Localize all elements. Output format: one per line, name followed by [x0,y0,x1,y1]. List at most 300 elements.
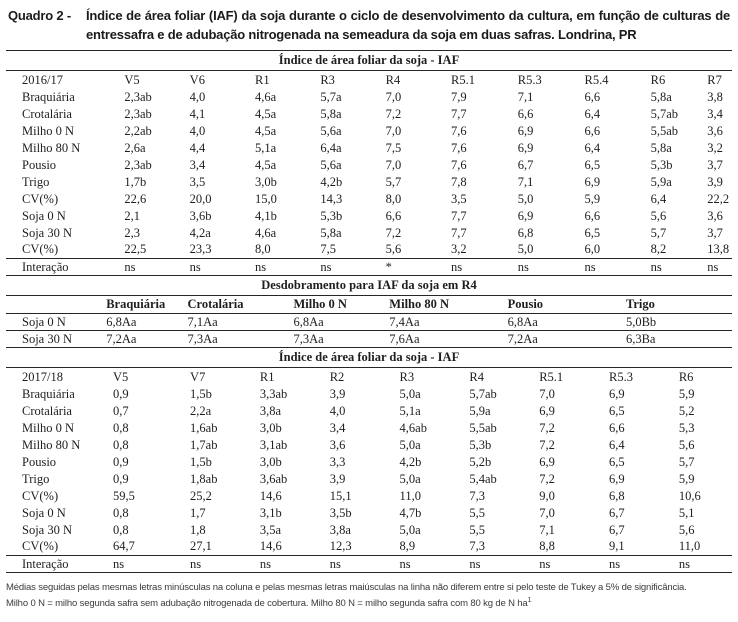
value-cell: 7,0 [385,157,402,172]
value-cell: 5,9 [678,471,695,486]
row-label: Trigo [22,174,50,189]
value-cell: ns [451,258,518,275]
table-row [6,504,732,521]
value-cell: 25,2 [190,488,212,503]
value-cell: 6,9 [539,403,555,418]
value-cell: 4,2a [189,225,211,240]
table-row [6,88,732,105]
value-cell: 8,8 [539,539,555,554]
section-title-desdobramento-r4: Desdobramento para IAF da soja em R4 [6,275,732,296]
value-cell: 6,8Aa [508,313,626,330]
row-label: Soja 0 N [22,208,66,223]
value-cell: 2,2a [190,403,212,418]
value-cell: 2,6a [124,140,146,155]
value-cell: 7,0 [539,505,555,520]
value-cell: 0,8 [112,505,129,520]
value-cell: 5,7 [650,225,667,240]
table-row [6,453,732,470]
column-header: Crotalária [187,296,293,313]
value-cell: 7,3Aa [187,331,218,346]
value-cell: ns [190,258,255,275]
value-cell: 3,7 [707,225,723,240]
value-cell: 5,5ab [469,420,497,435]
value-cell: 5,3 [678,420,695,435]
value-cell: 2,1 [124,208,140,223]
value-cell: 5,6 [678,522,695,537]
table-caption [8,6,730,44]
value-cell: 0,9 [112,471,129,486]
value-cell: 4,1b [255,208,277,223]
value-cell: 7,2Aa [507,331,538,346]
value-cell: 2,3 [124,225,140,240]
value-cell: 6,9 [517,123,534,138]
table-row [6,385,732,402]
value-cell: 7,1Aa [187,313,293,330]
value-cell: 6,9 [609,386,625,401]
column-header: Milho 0 N [293,296,389,313]
column-header: R5.1 [539,369,564,384]
row-label: Crotalária [22,403,72,418]
value-cell: 3,0b [259,454,282,469]
value-cell: 7,8 [450,174,467,189]
value-cell: ns [400,555,470,572]
value-cell: 3,4 [707,106,723,121]
section-title-iaf-2017-18: Índice de área foliar da soja - IAF [6,347,732,368]
table-row [6,105,732,122]
value-cell: 7,2Aa [106,331,137,346]
row-label: Soja 30 N [22,225,72,240]
value-cell: 6,5 [584,157,601,172]
value-cell: 6,5 [584,225,601,240]
column-header: R7 [707,72,722,87]
column-header: V5 [124,72,140,87]
value-cell: 6,9 [539,454,555,469]
value-cell: 3,3ab [259,386,288,401]
value-cell: ns [679,555,732,572]
value-cell: 6,4 [584,140,601,155]
footnote-line-2: Milho 0 N = milho segunda safra sem adubação nitrogenada de cobertura. Milho 80 N = milho segunda safra com 80 kg de N $ha^1$ [6,596,532,609]
value-cell: 6,5 [609,454,625,469]
value-cell: 3,6 [329,437,346,452]
value-cell: 5,8a [650,89,672,104]
value-cell: 5,0a [399,471,421,486]
column-header: V6 [189,72,205,87]
value-cell: 3,8 [707,89,723,104]
value-cell: 1,5b [190,386,212,401]
column-header: R3 [320,72,335,87]
value-cell: 5,7ab [469,386,497,401]
value-cell: 64,7 [112,539,135,554]
value-cell: 3,6ab [259,471,288,486]
value-cell: ns [320,258,385,275]
value-cell: 4,6a [255,225,277,240]
value-cell: 5,1 [678,505,695,520]
value-cell: 5,7a [320,89,342,104]
value-cell: 8,9 [399,539,416,554]
value-cell: 5,0a [399,522,421,537]
value-cell: 8,0 [255,242,271,257]
column-header: 2016/17 [22,72,63,87]
column-header: V7 [190,369,206,384]
value-cell: 5,0 [517,191,534,206]
data-table-iaf-2017-18 [6,368,732,573]
table-row [6,313,732,330]
value-cell: 5,7ab [650,106,679,121]
value-cell: 5,2b [469,454,492,469]
section-iaf-2017-18 [6,347,732,573]
value-cell: 13,8 [707,242,730,257]
value-cell: 6,7 [517,157,534,172]
column-header: 2017/18 [22,369,63,384]
value-cell: 1,6ab [190,420,218,435]
value-cell: 4,0 [189,123,206,138]
value-cell: 3,1b [259,505,282,520]
value-cell: 6,4a [320,140,342,155]
value-cell: 7,6 [450,157,467,172]
value-cell: 4,5a [255,106,277,121]
row-label: CV(%) [22,242,59,257]
value-cell: 3,2 [450,242,467,257]
column-header: R3 [399,369,415,384]
value-cell: 3,4 [329,420,346,435]
value-cell: 6,6 [517,106,534,121]
column-header: V5 [112,369,129,384]
column-header: R6 [678,369,694,384]
value-cell: 14,6 [259,488,282,503]
value-cell: 5,5 [469,522,485,537]
value-cell: 3,4 [189,157,206,172]
value-cell: 6,6 [609,420,625,435]
table-row [6,122,732,139]
value-cell: 7,5 [320,242,336,257]
value-cell: 7,7 [450,208,467,223]
value-cell: 6,5 [609,403,625,418]
value-cell: 6,8 [609,488,625,503]
value-cell: 7,3 [469,488,485,503]
value-cell: 4,4 [189,140,206,155]
column-header: Milho 80 N [389,296,507,313]
value-cell: 2,3ab [124,106,152,121]
column-header: R4 [469,369,484,384]
value-cell: 6,8Aa [293,313,389,330]
value-cell: 6,4 [584,106,601,121]
value-cell: 5,0Bb [626,313,732,330]
value-cell: 5,8a [320,225,342,240]
value-cell: 4,2b [399,454,422,469]
table-row [6,436,732,453]
value-cell: 4,6a [255,89,277,104]
row-label: Pousio [22,454,57,469]
value-cell: 0,8 [112,437,129,452]
value-cell: 7,2 [539,420,555,435]
value-cell: 7,0 [385,89,402,104]
column-header: R1 [259,369,275,384]
value-cell: 4,0 [329,403,346,418]
value-cell: ns [190,555,260,572]
value-cell: 11,0 [678,539,701,554]
value-cell: 1,7 [190,505,206,520]
value-cell: 6,8Aa [106,313,187,330]
row-label: Crotalária [22,106,72,121]
row-label: Soja 30 N [22,522,72,537]
value-cell: 3,1ab [259,437,288,452]
column-header: R4 [385,72,401,87]
value-cell: 0,9 [112,454,129,469]
value-cell: 11,0 [399,488,421,503]
value-cell: 4,7b [399,505,422,520]
value-cell: 0,9 [112,386,129,401]
value-cell: ns [330,555,400,572]
table-row [6,156,732,173]
value-cell: 5,1a [399,403,421,418]
row-label: Soja 0 N [6,313,106,330]
value-cell: 5,8a [320,106,342,121]
value-cell: 5,7 [678,454,695,469]
value-cell: 5,1a [255,140,277,155]
value-cell: 3,9 [707,174,723,189]
table-row [6,207,732,224]
value-cell: 9,1 [609,539,625,554]
value-cell: 3,8a [259,403,282,418]
column-header [6,296,106,313]
value-cell: 12,3 [329,539,352,554]
value-cell: 5,3b [320,208,343,223]
value-cell: 4,1 [189,106,206,121]
value-cell: 6,4 [650,191,667,206]
value-cell: 6,7 [609,522,625,537]
value-cell: 6,6 [584,123,601,138]
header-row [6,368,732,385]
value-cell: 7,6Aa [389,331,420,346]
table-footnote [6,581,732,610]
value-cell: 14,6 [259,539,282,554]
value-cell: 6,9 [584,174,601,189]
table-row [6,538,732,555]
value-cell: 3,7 [707,157,723,172]
value-cell: 3,9 [329,386,346,401]
row-label: CV(%) [22,191,59,206]
column-header: R5.3 [517,72,542,87]
superscript-1: 1 [527,596,532,604]
value-cell: 4,6ab [399,420,427,435]
row-label: Soja 0 N [22,505,66,520]
header-row [6,296,732,313]
value-cell: 6,0 [584,242,601,257]
table-row [6,190,732,207]
row-label: Braquiária [22,386,75,401]
value-cell: 5,9 [678,386,695,401]
value-cell: 1,8ab [190,471,218,486]
value-cell: 15,1 [329,488,352,503]
value-cell: 5,6a [320,157,342,172]
row-label: Milho 80 N [22,140,81,155]
value-cell: 0,8 [112,522,129,537]
value-cell: 2,2ab [124,123,152,138]
value-cell: 7,4Aa [389,313,507,330]
value-cell: 59,5 [112,488,135,503]
value-cell: 3,3 [329,454,346,469]
column-header: R1 [255,72,270,87]
column-header: Trigo [626,296,732,313]
value-cell: 22,5 [124,242,147,257]
value-cell: 4,5a [255,157,277,172]
table-row [6,330,732,347]
value-cell: 5,5ab [650,123,679,138]
value-cell: 27,1 [190,539,212,554]
value-cell: ns [469,555,539,572]
value-cell: 3,8a [329,522,351,537]
value-cell: ns [651,258,708,275]
value-cell: 5,0 [517,242,534,257]
column-header: Pousio [508,296,626,313]
value-cell: 6,9 [609,471,625,486]
value-cell: 14,3 [320,191,343,206]
value-cell: 6,9 [517,140,534,155]
section-iaf-2016-17 [6,50,732,275]
table-row [6,487,732,504]
value-cell: 5,0a [399,386,421,401]
value-cell: 7,2 [385,225,402,240]
value-cell: 7,1 [517,174,534,189]
value-cell: 3,5 [450,191,467,206]
table-row [6,419,732,436]
section-desdobramento-r4 [6,275,732,347]
value-cell: ns [113,555,190,572]
value-cell: 7,7 [450,225,467,240]
table-row [6,470,732,487]
value-cell: 7,2 [539,437,555,452]
column-header: R5.3 [609,369,633,384]
value-cell: ns [585,258,651,275]
table-row [6,139,732,156]
value-cell: 7,3 [469,539,485,554]
column-header: R6 [650,72,666,87]
row-label: Milho 80 N [22,437,81,452]
value-cell: 7,6 [450,123,467,138]
column-header: R5.4 [584,72,609,87]
data-table-iaf-2016-17 [6,71,732,275]
column-header: R5.1 [450,72,475,87]
value-cell: 0,8 [112,420,129,435]
value-cell: 7,0 [539,386,555,401]
value-cell: 5,4ab [469,471,497,486]
row-label: Interação [6,555,113,572]
data-table-desdobramento-r4 [6,296,732,347]
value-cell: 5,6a [320,123,342,138]
value-cell: 7,3Aa [293,331,324,346]
value-cell: 6,8 [517,225,534,240]
caption-text: Índice de área foliar (IAF) da soja durante o ciclo de desenvolvimento da cultura, em função de culturas de entressafra e de adubação nitrogenada na semeadura da soja em duas safras. Londrina, PR [86,8,730,42]
value-cell: 3,5a [259,522,282,537]
value-cell: 4,2b [320,174,343,189]
value-cell: 3,0b [255,174,277,189]
value-cell: 7,6 [450,140,467,155]
value-cell: 6,6 [584,208,601,223]
value-cell: 3,6 [707,208,723,223]
value-cell: 7,1 [517,89,534,104]
value-cell: 20,0 [189,191,212,206]
value-cell: ns [255,258,320,275]
row-label: Milho 0 N [22,420,75,435]
value-cell: 6,6 [385,208,402,223]
value-cell: 7,9 [450,89,467,104]
value-cell: 5,6 [678,437,695,452]
value-cell: 7,2 [539,471,555,486]
quadro-2-table [6,50,732,573]
value-cell: 5,9a [650,174,672,189]
footnote-line-1: Médias seguidas pelas mesmas letras minúsculas na coluna e pelas mesmas letras maiúsculas na linha não diferem entre si pelo teste de Tukey a 5% de significância. [6,581,687,593]
header-row [6,71,732,88]
value-cell: ns [260,555,330,572]
value-cell: 3,2 [707,140,723,155]
value-cell: 8,0 [385,191,402,206]
value-cell: 1,8 [190,522,206,537]
value-cell: 5,6 [650,208,667,223]
value-cell: 3,5 [189,174,206,189]
value-cell: 7,5 [385,140,402,155]
value-cell: 1,7b [124,174,147,189]
value-cell: 2,3ab [124,89,152,104]
value-cell: 5,0a [399,437,421,452]
column-header: Braquiária [106,296,187,313]
table-row [6,521,732,538]
value-cell: 5,8a [650,140,672,155]
value-cell: 6,6 [584,89,601,104]
value-cell: 6,7 [609,505,625,520]
value-cell: 3,9 [329,471,346,486]
caption-label: Quadro 2 - [8,8,72,23]
table-row [6,402,732,419]
row-label: CV(%) [22,488,59,503]
row-label: CV(%) [22,539,59,554]
value-cell: 3,6 [707,123,723,138]
value-cell: 0,7 [112,403,129,418]
value-cell: 6,4 [609,437,625,452]
value-cell: 7,1 [539,522,555,537]
value-cell: 7,0 [385,123,402,138]
value-cell: 5,3b [469,437,492,452]
value-cell: 5,9a [469,403,491,418]
value-cell: 5,7 [385,174,402,189]
row-label: Braquiária [22,89,75,104]
value-cell: 6,3Ba [625,331,656,346]
value-cell: 3,6b [189,208,212,223]
value-cell: 6,9 [517,208,534,223]
value-cell: 5,3b [650,157,673,172]
value-cell: 5,6 [385,242,402,257]
value-cell: ns [518,258,585,275]
table-row [6,173,732,190]
value-cell: 8,2 [650,242,667,257]
row-label: Milho 0 N [22,123,75,138]
row-label: Trigo [22,471,50,486]
section-title-iaf-2016-17: Índice de área foliar da soja - IAF [6,50,732,71]
value-cell: 7,2 [385,106,402,121]
value-cell: ns [707,258,732,275]
value-cell: 4,0 [189,89,206,104]
value-cell: 2,3ab [124,157,152,172]
value-cell: 15,0 [255,191,277,206]
value-cell: * [386,258,451,275]
table-row [6,555,732,572]
row-label: Soja 30 N [22,331,72,346]
value-cell: 1,5b [190,454,212,469]
value-cell: 23,3 [189,242,212,257]
value-cell: ns [124,258,189,275]
value-cell: 1,7ab [190,437,218,452]
table-row [6,241,732,258]
value-cell: 5,5 [469,505,485,520]
